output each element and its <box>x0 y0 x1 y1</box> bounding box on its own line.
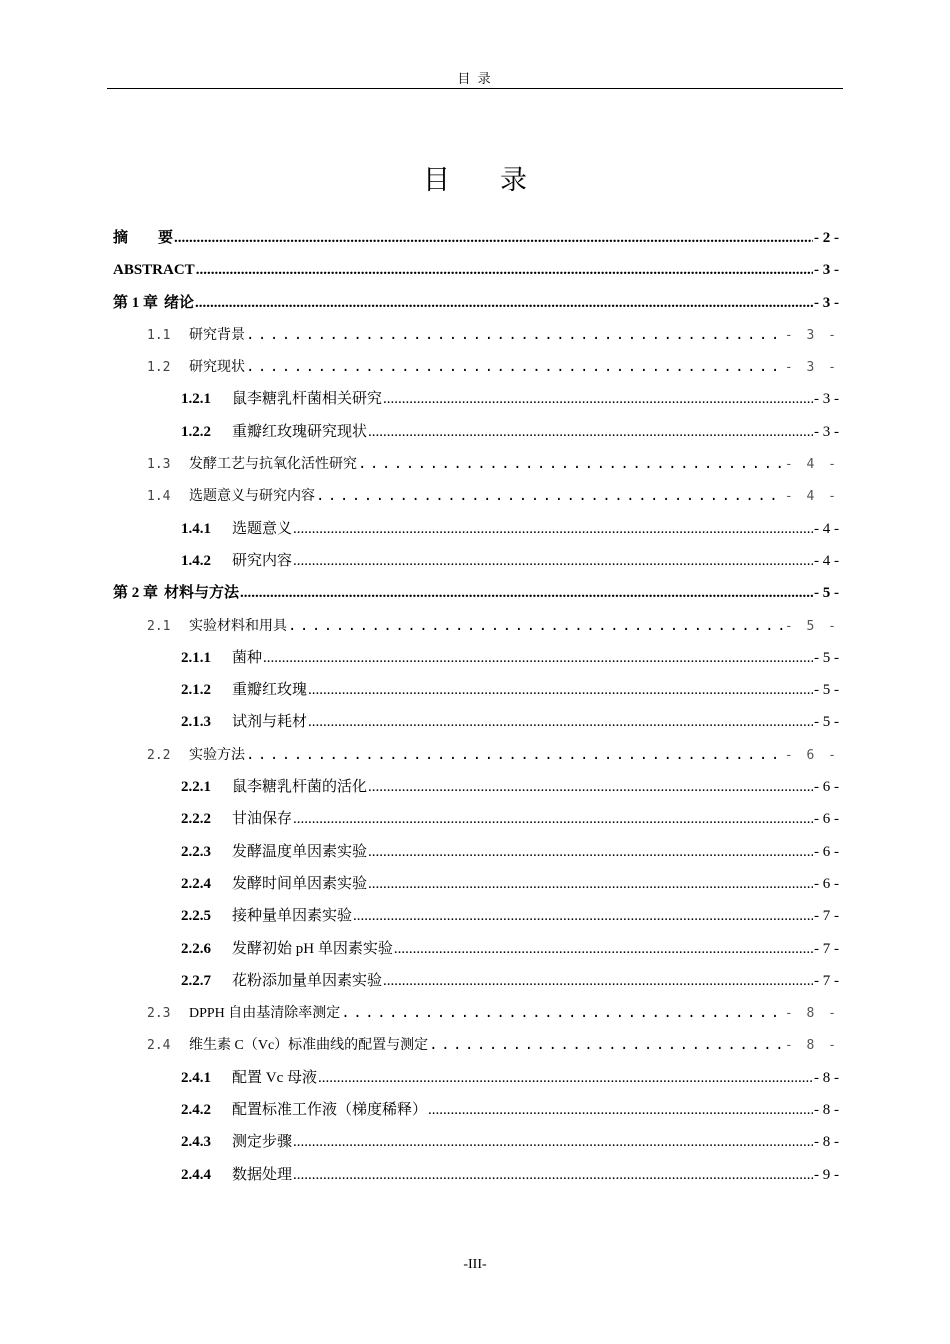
toc-entry-label: 研究内容 <box>232 552 293 569</box>
toc-entry-label: 研究背景 <box>189 327 245 343</box>
toc-entry-number: 2.1.1 <box>181 649 211 666</box>
toc-entry[interactable] <box>113 933 839 965</box>
toc-entry-label: 研究现状 <box>189 360 245 376</box>
toc-entry-number: 1.2 <box>147 360 171 376</box>
toc-dot-leader <box>368 416 813 448</box>
toc-entry-label: 发酵工艺与抗氧化活性研究 <box>189 457 357 473</box>
toc-entry-page: - 6 - <box>814 843 839 860</box>
toc-entry[interactable] <box>113 319 839 351</box>
toc-dot-leader <box>288 610 784 642</box>
toc-entry-number: 第 2 章 <box>113 585 159 602</box>
toc-entry-page: - 4 - <box>784 457 839 473</box>
toc-entry-page: - 8 - <box>784 1038 839 1054</box>
toc-entry-page: - 4 - <box>784 489 839 505</box>
toc-entry[interactable] <box>113 642 839 674</box>
toc-title-part2: 录 <box>500 165 527 196</box>
toc-entry-label: ABSTRACT <box>113 262 195 279</box>
toc-dot-leader <box>368 868 813 900</box>
toc-dot-leader <box>196 254 813 286</box>
toc-title <box>0 158 950 197</box>
toc-entry-label: 试剂与耗材 <box>232 714 308 731</box>
toc-entry-page: - 6 - <box>814 811 839 828</box>
toc-entry[interactable] <box>113 545 839 577</box>
toc-dot-leader <box>368 836 813 868</box>
toc-entry-number: 2.2.7 <box>181 972 211 989</box>
toc-dot-leader <box>246 351 784 383</box>
toc-entry[interactable] <box>113 513 839 545</box>
toc-entry-number: 2.2.4 <box>181 875 211 892</box>
toc-entry-number: 2.2.6 <box>181 940 211 957</box>
toc-entry-number: 1.4.1 <box>181 520 211 537</box>
toc-dot-leader <box>383 965 813 997</box>
toc-dot-leader <box>353 900 813 932</box>
toc-entry[interactable] <box>113 803 839 835</box>
toc-entry[interactable] <box>113 287 839 319</box>
toc-dot-leader <box>293 513 813 545</box>
toc-entry-page: - 9 - <box>814 1166 839 1183</box>
toc-entry-number: 1.2.1 <box>181 391 211 408</box>
toc-entry[interactable] <box>113 222 839 254</box>
toc-entry-label: 发酵时间单因素实验 <box>232 875 368 892</box>
toc-entry-page: - 3 - <box>784 327 839 343</box>
toc-entry-page: - 8 - <box>784 1006 839 1022</box>
toc-entry-page: - 8 - <box>814 1134 839 1151</box>
toc-entry[interactable] <box>113 771 839 803</box>
toc-dot-leader <box>263 642 813 674</box>
toc-entry-page: - 5 - <box>814 682 839 699</box>
toc-title-part1: 目 <box>423 165 450 196</box>
toc-entry-number: 2.2.5 <box>181 908 211 925</box>
toc-entry-page: - 2 - <box>814 230 839 246</box>
toc-dot-leader <box>428 1094 813 1126</box>
toc-entry[interactable] <box>113 900 839 932</box>
toc-entry-label: 配置 Vc 母液 <box>232 1069 317 1086</box>
toc-entry[interactable] <box>113 577 839 609</box>
toc-entry-label: 材料与方法 <box>164 585 240 602</box>
toc-entry[interactable] <box>113 997 839 1029</box>
toc-dot-leader <box>394 933 813 965</box>
toc-entry[interactable] <box>113 610 839 642</box>
toc-entry-number: 第 1 章 <box>113 294 159 311</box>
toc-entry-label: 选题意义与研究内容 <box>189 489 315 505</box>
toc-entry[interactable] <box>113 836 839 868</box>
toc-dot-leader <box>174 222 813 254</box>
toc-entry-label: 实验方法 <box>189 747 245 763</box>
toc-entry-number: 2.4 <box>147 1038 171 1054</box>
toc-entry[interactable] <box>113 674 839 706</box>
toc-entry-label: 数据处理 <box>232 1166 293 1183</box>
toc-entry-label: 发酵温度单因素实验 <box>232 843 368 860</box>
toc-entry-number: 2.4.1 <box>181 1069 211 1086</box>
toc-entry-page: - 3 - <box>814 262 839 279</box>
toc-entry-page: - 4 - <box>814 552 839 569</box>
toc-entry-label: 重瓣红玫瑰研究现状 <box>232 423 368 440</box>
toc-entry-page: - 7 - <box>814 940 839 957</box>
toc-dot-leader <box>246 319 784 351</box>
toc-entry-label: 花粉添加量单因素实验 <box>232 972 383 989</box>
toc-entry[interactable] <box>113 965 839 997</box>
toc-dot-leader <box>383 383 813 415</box>
toc-entry-label: 接种量单因素实验 <box>232 908 353 925</box>
toc-entry[interactable] <box>113 1094 839 1126</box>
toc-dot-leader <box>318 1062 813 1094</box>
toc-entry-label: 重瓣红玫瑰 <box>232 682 308 699</box>
toc-entry-label: 测定步骤 <box>232 1134 293 1151</box>
toc-entry-page: - 6 - <box>814 875 839 892</box>
toc-entry-page: - 8 - <box>814 1102 839 1119</box>
toc-entry-label: 实验材料和用具 <box>189 618 287 634</box>
toc-entry-page: - 5 - <box>814 649 839 666</box>
toc-dot-leader <box>293 1126 813 1158</box>
toc-entry[interactable] <box>113 383 839 415</box>
toc-dot-leader <box>368 771 813 803</box>
toc-entry-number: 2.2.1 <box>181 779 211 796</box>
toc-entry-page: - 7 - <box>814 908 839 925</box>
toc-entry-number: 2.3 <box>147 1006 171 1022</box>
toc-entry-label: DPPH 自由基清除率测定 <box>189 1006 341 1022</box>
toc-entry[interactable] <box>113 739 839 771</box>
toc-entry-label: 配置标准工作液（梯度稀释） <box>232 1102 428 1119</box>
toc-entry-number: 2.1.3 <box>181 714 211 731</box>
toc-dot-leader <box>195 287 813 319</box>
toc-entry[interactable] <box>113 254 839 286</box>
toc-dot-leader <box>293 545 813 577</box>
toc-entry-label: 鼠李糖乳杆菌的活化 <box>232 779 368 796</box>
toc-entry[interactable] <box>113 480 839 512</box>
toc-entry-label: 甘油保存 <box>232 811 293 828</box>
toc-entry-page: - 4 - <box>814 520 839 537</box>
toc-dot-leader <box>358 448 784 480</box>
toc-entry[interactable] <box>113 416 839 448</box>
toc-entry-page: - 6 - <box>784 747 839 763</box>
toc-entry-page: - 8 - <box>814 1069 839 1086</box>
toc-dot-leader <box>293 803 813 835</box>
toc-entry-page: - 3 - <box>814 423 839 440</box>
toc-entry-page: - 3 - <box>784 360 839 376</box>
toc-entry-label: 发酵初始 pH 单因素实验 <box>232 940 393 957</box>
toc-entry[interactable] <box>113 706 839 738</box>
toc-entry-number: 1.3 <box>147 457 171 473</box>
toc-entry-page: - 5 - <box>814 714 839 731</box>
table-of-contents <box>113 222 839 1191</box>
toc-entry-label: 摘 要 <box>113 230 174 246</box>
toc-entry-number: 2.4.2 <box>181 1102 211 1119</box>
toc-dot-leader <box>240 577 813 609</box>
toc-dot-leader <box>246 739 784 771</box>
toc-entry-page: - 3 - <box>814 391 839 408</box>
toc-entry-label: 维生素 C（Vc）标准曲线的配置与测定 <box>189 1038 429 1054</box>
toc-entry[interactable] <box>113 1126 839 1158</box>
toc-entry-number: 2.4.4 <box>181 1166 211 1183</box>
toc-entry-number: 2.1.2 <box>181 682 211 699</box>
page-number: -III- <box>463 1257 487 1272</box>
toc-entry-number: 2.2 <box>147 747 171 763</box>
toc-entry-number: 2.1 <box>147 618 171 634</box>
toc-entry-label: 绪论 <box>164 294 195 311</box>
toc-entry-number: 2.2.3 <box>181 843 211 860</box>
toc-entry-page: - 7 - <box>814 972 839 989</box>
toc-entry[interactable] <box>113 1029 839 1061</box>
toc-entry[interactable] <box>113 448 839 480</box>
toc-entry-number: 1.4 <box>147 489 171 505</box>
toc-entry-number: 1.2.2 <box>181 423 211 440</box>
toc-entry-label: 选题意义 <box>232 520 293 537</box>
toc-dot-leader <box>308 706 813 738</box>
toc-entry-page: - 6 - <box>814 779 839 796</box>
toc-dot-leader <box>341 997 784 1029</box>
toc-dot-leader <box>316 480 784 512</box>
toc-entry-label: 菌种 <box>232 649 263 666</box>
toc-entry-number: 1.4.2 <box>181 552 211 569</box>
toc-entry[interactable] <box>113 868 839 900</box>
toc-entry-label: 鼠李糖乳杆菌相关研究 <box>232 391 383 408</box>
toc-entry-number: 2.4.3 <box>181 1134 211 1151</box>
toc-entry[interactable] <box>113 1159 839 1191</box>
header-rule <box>107 88 843 89</box>
toc-entry-page: - 5 - <box>784 618 839 634</box>
toc-dot-leader <box>429 1029 784 1061</box>
toc-dot-leader <box>293 1159 813 1191</box>
toc-dot-leader <box>308 674 813 706</box>
toc-entry-page: - 3 - <box>814 294 839 311</box>
running-header: 目 录 <box>457 71 493 86</box>
toc-entry[interactable] <box>113 1062 839 1094</box>
toc-entry-page: - 5 - <box>814 585 839 602</box>
toc-entry-number: 2.2.2 <box>181 811 211 828</box>
toc-entry-number: 1.1 <box>147 327 171 343</box>
toc-entry[interactable] <box>113 351 839 383</box>
